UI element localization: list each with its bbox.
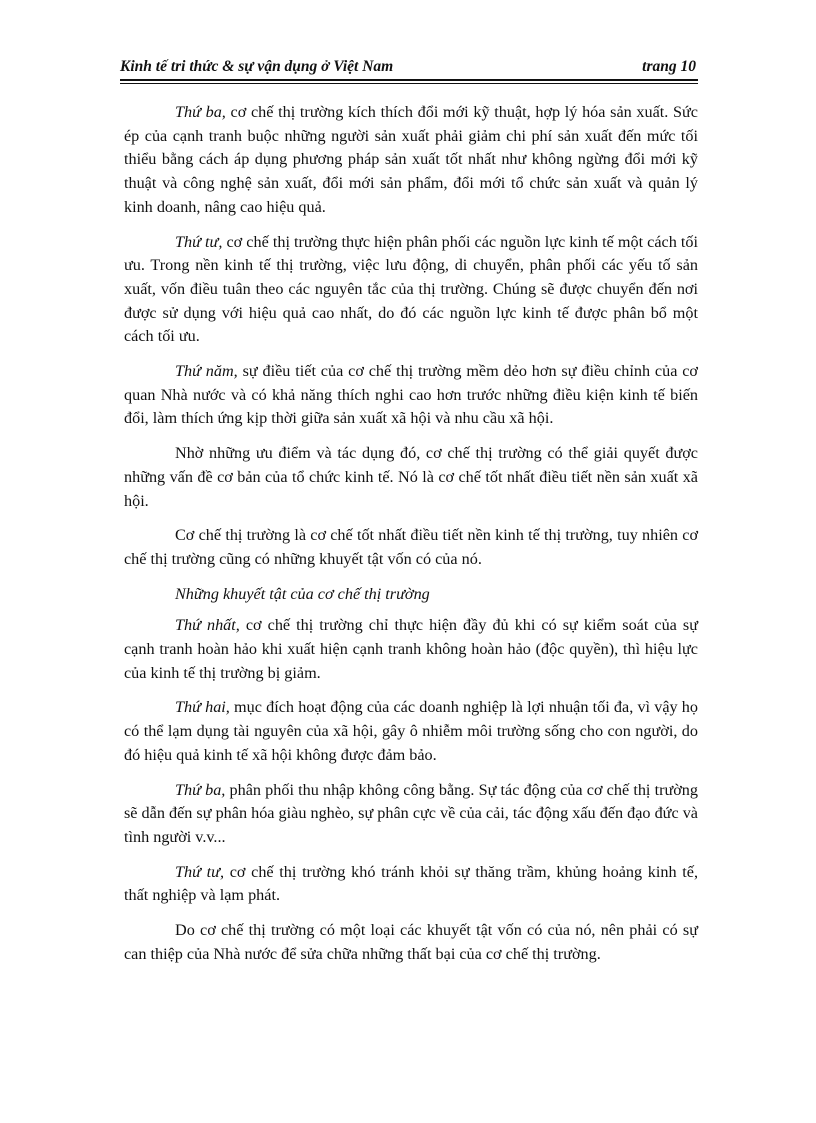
running-title: Kinh tế tri thức & sự vận dụng ở Việt Nam: [120, 58, 394, 75]
paragraph-defect-4: [124, 861, 698, 908]
paragraph-body: cơ chế thị trường khó tránh khỏi sự thăng trầm, khủng hoảng kinh tế, thất nghiệp và lạm phát.: [124, 862, 698, 905]
paragraph-body: phân phối thu nhập không công bằng. Sự tác động của cơ chế thị trường sẽ dẫn đến sự phân hóa giàu nghèo, sự phân cực về của cải, tác động xấu đến đạo đức và tình người v.v...: [124, 780, 698, 846]
paragraph-body: mục đích hoạt động của các doanh nghiệp là lợi nhuận tối đa, vì vậy họ có thể lạm dụng tài nguyên của xã hội, gây ô nhiễm môi trường sống cho con người, do đó hiệu quả kinh tế xã hội không được đảm bảo.: [124, 698, 698, 764]
paragraph-lead: Thứ nhất,: [175, 616, 240, 635]
paragraph-body: sự điều tiết của cơ chế thị trường mềm dẻo hơn sự điều chỉnh của cơ quan Nhà nước và có khả năng thích nghi cao hơn trước những điều kiện kinh tế biến đổi, làm thích ứng kịp thời giữa sản xuất xã hội và nhu cầu xã hội.: [124, 362, 698, 428]
paragraph-advantage-3: [124, 101, 698, 220]
paragraph-advantage-5: [124, 360, 698, 431]
paragraph-lead: Thứ ba,: [175, 103, 226, 121]
section-subheading: Những khuyết tật của cơ chế thị trường: [175, 584, 430, 603]
paragraph-body: Cơ chế thị trường là cơ chế tốt nhất điều tiết nền kinh tế thị trường, tuy nhiên cơ chế thị trường cũng có những khuyết tật vốn có của nó.: [124, 526, 698, 568]
paragraph-lead: Thứ tư,: [175, 862, 224, 881]
paragraph-lead: Thứ năm,: [175, 362, 238, 381]
paragraph-defect-3: [124, 779, 698, 850]
paragraph-advantage-4: [124, 231, 698, 350]
paragraph-summary: [124, 442, 698, 513]
body-text: [124, 101, 698, 978]
paragraph-body: Nhờ những ưu điểm và tác dụng đó, cơ chế thị trường có thể giải quyết được những vấn đề cơ bản của tổ chức kinh tế. Nó là cơ chế tốt nhất điều tiết nền sản xuất xã hội.: [124, 444, 698, 510]
page-header: [120, 54, 700, 80]
paragraph-conclusion: [124, 919, 698, 966]
paragraph-body: Do cơ chế thị trường có một loại các khuyết tật vốn có của nó, nên phải có sự can thiệp của Nhà nước để sửa chữa những thất bại của cơ chế thị trường.: [124, 921, 698, 963]
paragraph-body: cơ chế thị trường kích thích đổi mới kỹ thuật, hợp lý hóa sản xuất. Sức ép của cạnh tranh buộc những người sản xuất phải giảm chi phí sản xuất đến mức tối thiểu bằng cách áp dụng phương pháp sản xuất tốt nhất như không ngừng đổi mới kỹ thuật và công nghệ sản xuất, đổi mới sản phẩm, đổi mới tổ chức sản xuất và quản lý kinh doanh, nâng cao hiệu quả.: [124, 103, 698, 216]
page-number: trang 10: [642, 58, 696, 75]
paragraph-lead: Thứ ba,: [175, 780, 226, 799]
paragraph-transition: [124, 524, 698, 571]
paragraph-lead: Thứ hai,: [175, 698, 230, 717]
paragraph-defect-2: [124, 696, 698, 767]
header-rule: [120, 79, 698, 84]
paragraph-body: cơ chế thị trường thực hiện phân phối các nguồn lực kinh tế một cách tối ưu. Trong nền kinh tế thị trường, việc lưu động, di chuyển, phân phối các yếu tố sản xuất, vốn điều tuân theo các nguyên tắc của thị trường. Chúng sẽ được chuyển đến nơi được sử dụng với hiệu quả cao nhất, do đó các nguồn lực kinh tế được phân bổ một cách tối ưu.: [124, 232, 698, 346]
paragraph-defect-1: [124, 614, 698, 685]
paragraph-lead: Thứ tư,: [175, 232, 223, 251]
paragraph-body: cơ chế thị trường chỉ thực hiện đầy đủ khi có sự kiểm soát của sự cạnh tranh hoàn hảo khi xuất hiện cạnh tranh không hoàn hảo (độc quyền), thì hiệu lực của kinh tế thị trường bị giảm.: [124, 616, 698, 682]
